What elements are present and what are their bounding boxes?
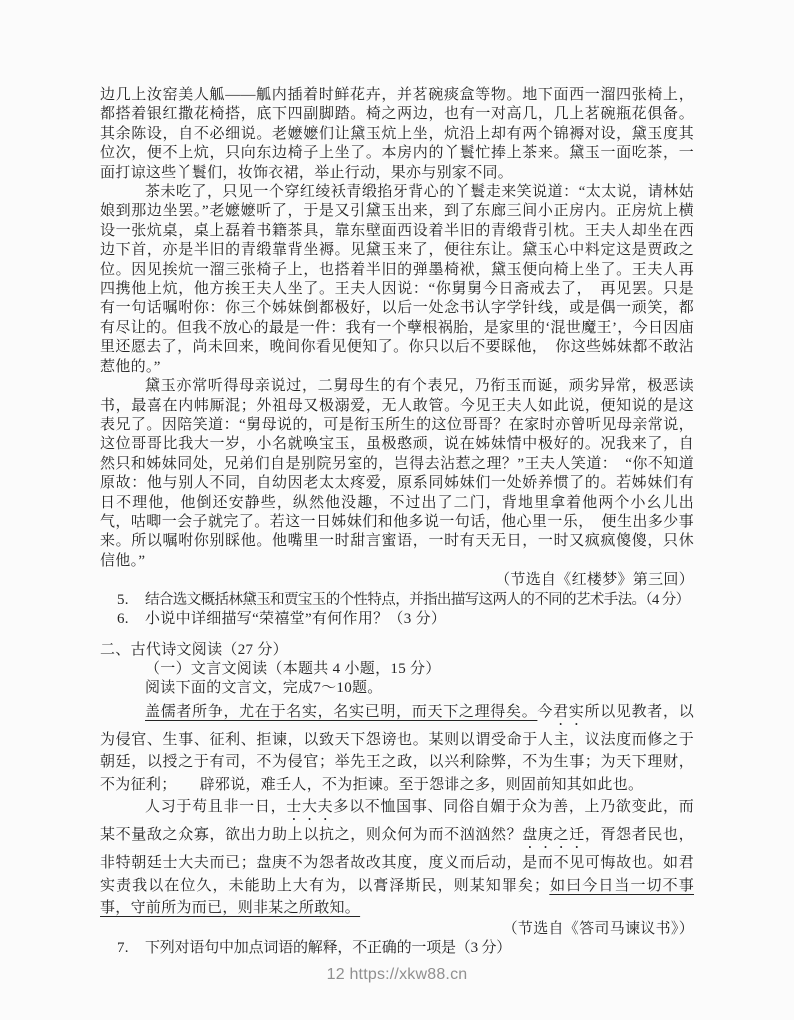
question-6-text: 小说中详细描写“荣禧堂”有何作用？（3 分） [145, 611, 447, 628]
question-7-text: 下列对语句中加点词语的解释，不正确的一项是（3 分） [145, 940, 512, 957]
question-6-number: 6. [117, 611, 129, 628]
novel-paragraph-2: 茶未吃了，只见一个穿红绫袄青缎掐牙背心的丫鬟走来笑说道：“太太说，请林姑娘到那边坐罢。”老嬷嬷听了，于是又引黛玉出来，到了东廊三间小正房内。正房炕上横设一张炕桌，桌上磊着书籍茶具，靠东壁面西设着半旧的青缎背引枕。王夫人却坐在西边下首，亦是半旧的青缎靠背坐褥。见黛玉来了，便往东让。黛玉心中料定这是贾政之位。因见挨炕一溜三张椅子上，也搭着半旧的弹墨椅袱，黛玉便向椅上坐了。王夫人再四携他上炕，他方挨王夫人坐了。王夫人因说：“你舅舅今日斋戒去了， 再见罢。只是有一句话嘱咐你：你三个姊妹倒都极好，以后一处念书认字学针线，或是偶一顽笑，都有尽让的。但我不放心的最是一件：我有一个孽根祸胎，是家里的‘混世魔王’，今日因庙里还愿去了，尚未回来，晚间你看见便知了。你只以后不要睬他， 你这些姊妹都不敢沾惹他的。” [100, 184, 694, 375]
question-5-text: 结合选文概括林黛玉和贾宝玉的个性特点，并指出描写这两人的不同的艺术手法。（4 分） [145, 591, 690, 608]
page-content [100, 86, 694, 959]
page-footer: 12 https://xkw88.cn [326, 966, 468, 983]
classical-paragraph-1: 盖儒者所争，尤在于名实，名实已明，而天下之理得矣。今君实所以见教者，以为侵官、生事、征利、拒谏，以致天下怨谤也。某则以谓受命于人主，议法度而修之于朝廷，以授之于有司，不为侵官；举先王之政，以兴利除弊，不为生事；为天下理财，不为征利； 辟邪说，难壬人，不为拒谏。至于怨诽之多，则固前知其如此也。 [100, 703, 694, 793]
section-2-instruction: 阅读下面的文言文，完成7～10题。 [145, 680, 383, 697]
question-7 [100, 939, 694, 959]
question-5 [100, 591, 694, 611]
question-7-number: 7. [117, 940, 129, 957]
novel-paragraph-3: 黛玉亦常听得母亲说过，二舅母生的有个表兄，乃衔玉而诞，顽劣异常，极恶读书，最喜在内帏厮混；外祖母又极溺爱，无人敢管。今见王夫人如此说，便知说的是这表兄了。因陪笑道：“舅母说的，可是衔玉所生的这位哥哥？在家时亦曾听见母亲常说，这位哥哥比我大一岁，小名就唤宝玉，虽极憨顽，说在姊妹情中极好的。况我来了，自然只和姊妹同处，兄弟们自是别院另室的，岂得去沾惹之理？”王夫人笑道： “你不知道原故：他与别人不同，自幼因老太太疼爱，原系同姊妹们一处娇养惯了的。若姊妹们有日不理他，他倒还安静些，纵然他没趣，不过出了二门，背地里拿着他两个小幺儿出气，咕唧一会子就完了。若这一日姊妹们和他多说一句话，他心里一乐， 便生出多少事来。所以嘱咐你别睬他。他嘴里一时甜言蜜语，一时有天无日，一时又疯疯傻傻，只休信他。” [100, 378, 694, 569]
novel-paragraph-1: 边几上汝窑美人觚——觚内插着时鲜花卉，并茗碗痰盒等物。地下面西一溜四张椅上，都搭着银红撒花椅搭，底下四副脚踏。椅之两边，也有一对高几，几上茗碗瓶花俱备。其余陈设，自不必细说。老嬷嬷们让黛玉炕上坐，炕沿上却有两个锦褥对设，黛玉度其位次，便不上炕，只向东边椅子上坐了。本房内的丫鬟忙捧上茶来。黛玉一面吃茶，一面打谅这些丫鬟们，妆饰衣裙，举止行动，果亦与别家不同。 [100, 87, 694, 181]
question-5-number: 5. [117, 591, 129, 608]
section-2-subheading: （一）文言文阅读（本题共 4 小题，15 分） [145, 660, 441, 677]
classical-source-line: （节选自《答司马谏议书》） [502, 920, 694, 937]
question-6 [100, 610, 694, 630]
classical-paragraph-2: 人习于苟且非一日，士大夫多以不恤国事、同俗自媚于众为善，上乃欲变此，而某不量敌之众寡，欲出力助上以抗之，则众何为而不汹汹然？盘庚之迁，胥怨者民也，非特朝廷士大夫而已；盘庚不为怨者故改其度，度义而后动，是而不见可悔故也。如君实责我以在位久，未能助上大有为，以膏泽斯民，则某知罪矣；如曰今日当一切不事事，守前所为而已，则非某之所敢知。 [100, 799, 695, 917]
section-2-heading: 二、古代诗文阅读（27 分） [100, 641, 288, 658]
novel-source-line: （节选自《红楼梦》第三回） [495, 572, 694, 589]
